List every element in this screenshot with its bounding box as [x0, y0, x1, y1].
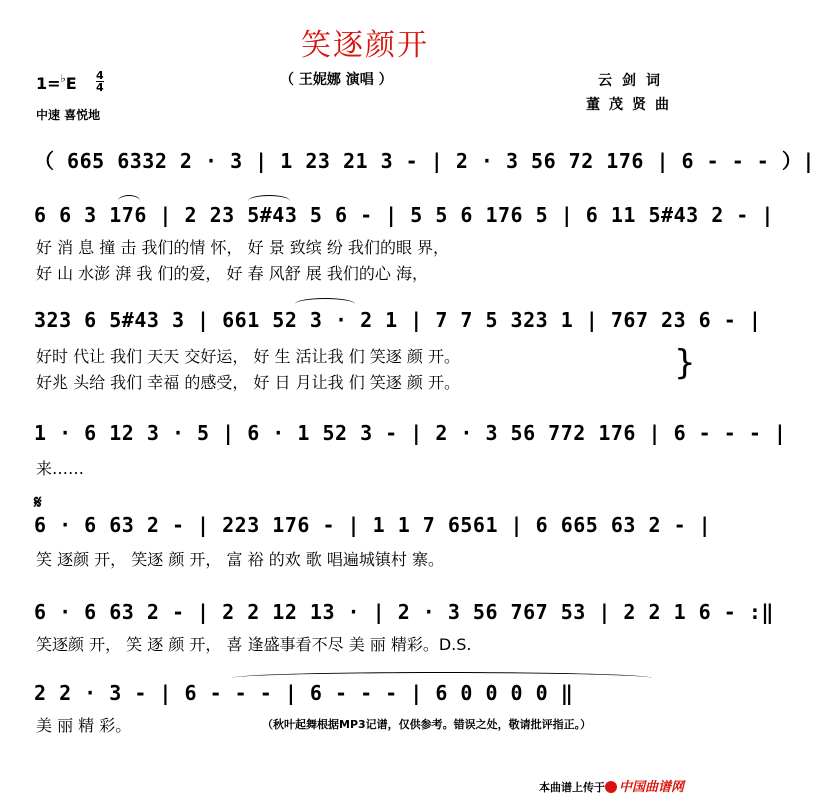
slur-mark: [295, 298, 355, 304]
lyricist-credit: 云剑词: [598, 73, 670, 89]
key-note: E: [65, 74, 77, 93]
meter-bottom: 4: [96, 81, 104, 94]
verse-line-1-lyrics-a: 好 消 息 撞 击 我们的情 怀， 好 景 致缤 纷 我们的眼 界，: [36, 238, 450, 257]
tempo-marking: 中速 喜悦地: [36, 108, 101, 122]
verse-line-1-lyrics-b: 好 山 水澎 湃 我 们的爱， 好 春 风舒 展 我们的心 海，: [36, 264, 428, 283]
verse-line-2-lyrics-b: 好兆 头给 我们 幸福 的感受， 好 日 月让我 们 笑逐 颜 开。: [36, 373, 460, 392]
ending-lyrics: 美 丽 精 彩。: [36, 716, 132, 735]
slur-mark: [248, 195, 290, 201]
upload-text: 本曲谱上传于: [539, 781, 605, 794]
song-title: 笑逐颜开: [301, 28, 429, 63]
key-prefix: 1=: [36, 74, 61, 93]
verse-brace: }: [674, 343, 696, 383]
intro-notes: （ 665 6332 2 · 3 | 1 23 21 3 - | 2 · 3 56 72 176 | 6 - - - ）|: [34, 149, 815, 173]
meter-top: 4: [96, 69, 104, 82]
verse-line-2-lyrics-a: 好时 代让 我们 天天 交好运， 好 生 活让我 们 笑逐 颜 开。: [36, 347, 460, 366]
site-logo-icon: [605, 781, 617, 793]
segno-icon: 𝄋: [34, 492, 42, 513]
footer-upload: [539, 776, 684, 795]
chorus-line-2-lyrics: 笑逐颜 开， 笑 逐 颜 开， 喜 逢盛事看不尽 美 丽 精彩。D.S.: [36, 635, 472, 654]
site-name-link[interactable]: 中国曲谱网: [619, 780, 685, 795]
verse-line-3-lyrics: 来……: [36, 459, 85, 478]
performer-credit: （ 王妮娜 演唱 ）: [280, 72, 393, 88]
ending-notes: 2 2 · 3 - | 6 - - - | 6 - - - | 6 0 0 0 0 ‖: [34, 681, 574, 705]
tie-mark: [232, 672, 652, 678]
flat-sign-icon: ♭: [60, 72, 66, 85]
verse-line-1-notes: 6 6 3 176 | 2 23 5#43 5 6 - | 5 5 6 176 5 | 6 11 5#43 2 - |: [34, 203, 774, 227]
verse-line-3-notes: 1 · 6 12 3 · 5 | 6 · 1 52 3 - | 2 · 3 56 772 176 | 6 - - - |: [34, 421, 787, 445]
verse-line-2-notes: 323 6 5#43 3 | 661 52 3 · 2 1 | 7 7 5 323 1 | 767 23 6 - |: [34, 308, 762, 332]
composer-credit: 董茂贤曲: [586, 97, 678, 113]
key-signature: [36, 72, 77, 93]
chorus-line-1-notes: 6 · 6 63 2 - | 223 176 - | 1 1 7 6561 | 6 665 63 2 - |: [34, 513, 712, 537]
time-signature: [96, 70, 104, 93]
transcription-note: （秋叶起舞根据MP3记谱，仅供参考。错误之处，敬请批评指正。）: [262, 718, 592, 731]
chorus-line-2-notes: 6 · 6 63 2 - | 2 2 12 13 · | 2 · 3 56 767 53 | 2 2 1 6 - :‖: [34, 600, 774, 624]
chorus-line-1-lyrics: 笑 逐颜 开， 笑逐 颜 开， 富 裕 的欢 歌 唱遍城镇村 寨。: [36, 550, 444, 569]
slur-mark: [118, 195, 140, 201]
